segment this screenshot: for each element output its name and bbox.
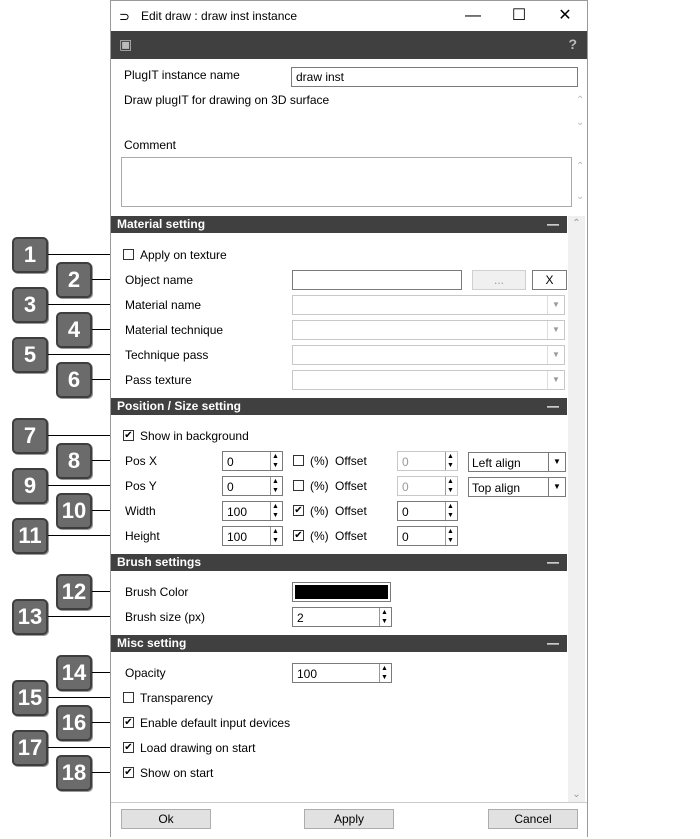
position-collapse-icon[interactable]: — — [547, 399, 559, 413]
opacity-spinner[interactable]: 100 ▲ ▼ — [292, 663, 392, 683]
object-clear-button[interactable]: X — [532, 270, 567, 290]
apply-button[interactable]: Apply — [304, 809, 394, 829]
material-name-select[interactable] — [292, 295, 565, 315]
scroll-down-icon[interactable]: ⌄ — [572, 789, 581, 800]
brush-size-value: 2 — [297, 611, 304, 625]
pos-y-offset-spinner[interactable]: 0 ▲ ▼ — [397, 476, 458, 496]
dialog-footer — [111, 802, 587, 837]
pos-x-offset-value: 0 — [402, 455, 409, 469]
callout-11: 11 — [12, 518, 48, 554]
pos-y-offset-label: Offset — [335, 479, 367, 493]
pass-texture-select[interactable] — [292, 370, 565, 390]
brush-section-header[interactable] — [111, 554, 567, 571]
material-section-title: Material setting — [117, 217, 206, 231]
material-technique-select[interactable] — [292, 320, 565, 340]
callout-2: 2 — [56, 262, 92, 298]
pos-x-percent-label: (%) — [310, 454, 329, 468]
callout-7: 7 — [12, 418, 48, 454]
pos-x-label: Pos X — [125, 454, 158, 468]
technique-pass-label: Technique pass — [125, 348, 209, 362]
callout-6: 6 — [56, 362, 92, 398]
instance-name-input[interactable]: draw inst — [291, 67, 578, 87]
pos-x-offset-label: Offset — [335, 454, 367, 468]
callout-14: 14 — [56, 655, 92, 691]
brush-collapse-icon[interactable]: — — [547, 555, 559, 569]
pos-y-value: 0 — [227, 480, 234, 494]
comment-scroll-down[interactable]: ⌄ — [576, 191, 585, 202]
brush-section-title: Brush settings — [117, 555, 202, 569]
description-scroll-up[interactable]: ⌃ — [576, 95, 585, 106]
material-technique-label: Material technique — [125, 323, 224, 337]
height-offset-value: 0 — [402, 530, 409, 544]
width-percent-checkbox[interactable]: ✔ — [294, 505, 303, 516]
misc-collapse-icon[interactable]: — — [547, 636, 559, 650]
enable-input-checkbox[interactable]: ✔ — [124, 717, 133, 728]
callout-16: 16 — [56, 705, 92, 741]
vertical-align-value: Top align — [472, 481, 521, 495]
width-offset-label: Offset — [335, 504, 367, 518]
plugit-description: Draw plugIT for drawing on 3D surface — [124, 93, 330, 107]
height-percent-checkbox[interactable]: ✔ — [294, 530, 303, 541]
pos-x-value: 0 — [227, 455, 234, 469]
pos-x-spinner[interactable]: 0 ▲ ▼ — [222, 451, 283, 471]
callout-13: 13 — [12, 599, 48, 635]
description-scroll-down[interactable]: ⌄ — [576, 117, 585, 128]
maximize-button[interactable]: ☐ — [511, 7, 527, 24]
width-value: 100 — [227, 505, 248, 519]
edit-draw-window — [110, 0, 588, 837]
window-title: Edit draw : draw inst instance — [141, 9, 298, 23]
app-logo-icon: ⊃ — [119, 9, 130, 24]
main-scrollbar[interactable] — [568, 216, 585, 802]
material-collapse-icon[interactable]: — — [547, 217, 559, 231]
chevron-down-icon: ▼ — [548, 478, 565, 496]
apply-on-texture-label: Apply on texture — [140, 248, 227, 262]
callout-10: 10 — [56, 493, 92, 529]
scroll-up-icon[interactable]: ⌃ — [572, 218, 581, 229]
pos-y-spinner[interactable]: 0 ▲ ▼ — [222, 476, 283, 496]
toolbar — [111, 31, 587, 59]
pos-y-percent-label: (%) — [310, 479, 329, 493]
chevron-down-icon: ▼ — [547, 371, 564, 389]
width-spinner[interactable]: 100 ▲ ▼ — [222, 501, 283, 521]
callout-15: 15 — [12, 680, 48, 716]
width-percent-label: (%) — [310, 504, 329, 518]
pos-y-percent-checkbox[interactable] — [293, 480, 304, 491]
height-offset-label: Offset — [335, 529, 367, 543]
position-section-title: Position / Size setting — [117, 399, 242, 413]
horizontal-align-value: Left align — [472, 456, 521, 470]
opacity-label: Opacity — [125, 666, 166, 680]
apply-on-texture-checkbox[interactable] — [123, 249, 134, 260]
brush-color-swatch[interactable] — [292, 582, 391, 602]
callout-3: 3 — [12, 287, 48, 323]
chevron-down-icon: ▼ — [547, 321, 564, 339]
callout-12: 12 — [56, 574, 92, 610]
help-icon[interactable]: ? — [568, 36, 577, 52]
width-label: Width — [125, 504, 156, 518]
width-offset-value: 0 — [402, 505, 409, 519]
pass-texture-label: Pass texture — [125, 373, 192, 387]
object-name-label: Object name — [125, 273, 194, 287]
cancel-button[interactable]: Cancel — [488, 809, 578, 829]
callout-5: 5 — [12, 337, 48, 373]
pos-x-offset-spinner[interactable]: 0 ▲ ▼ — [397, 451, 458, 471]
chevron-down-icon: ▼ — [547, 296, 564, 314]
show-on-start-checkbox[interactable]: ✔ — [124, 767, 133, 778]
load-drawing-checkbox[interactable]: ✔ — [124, 742, 133, 753]
misc-section-title: Misc setting — [117, 636, 187, 650]
comment-textarea[interactable] — [121, 157, 572, 207]
load-drawing-label: Load drawing on start — [140, 741, 256, 755]
ok-button[interactable]: Ok — [121, 809, 211, 829]
show-in-background-label: Show in background — [140, 429, 249, 443]
position-section-header[interactable] — [111, 398, 567, 415]
enable-input-label: Enable default input devices — [140, 716, 291, 730]
cube-icon[interactable]: ▣ — [119, 36, 133, 52]
callout-17: 17 — [12, 730, 48, 766]
transparency-label: Transparency — [140, 691, 213, 705]
show-on-start-label: Show on start — [140, 766, 214, 780]
comment-scroll-up[interactable]: ⌃ — [576, 161, 585, 172]
height-percent-label: (%) — [310, 529, 329, 543]
height-value: 100 — [227, 530, 248, 544]
callout-9: 9 — [12, 468, 48, 504]
pos-y-label: Pos Y — [125, 479, 157, 493]
callout-4: 4 — [56, 312, 92, 348]
close-button[interactable]: ✕ — [558, 7, 572, 24]
callout-18: 18 — [56, 755, 92, 791]
transparency-checkbox[interactable] — [123, 692, 134, 703]
title-bar[interactable] — [111, 1, 587, 31]
object-name-input[interactable] — [292, 270, 462, 290]
object-browse-button[interactable]: ... — [472, 270, 526, 290]
vertical-align-select[interactable] — [468, 477, 566, 497]
comment-label: Comment — [124, 138, 177, 152]
width-offset-spinner[interactable]: 0 ▲ ▼ — [397, 501, 458, 521]
brush-color-label: Brush Color — [125, 585, 189, 599]
brush-color-fill — [295, 585, 388, 599]
misc-section-header[interactable] — [111, 635, 567, 652]
height-label: Height — [125, 529, 160, 543]
minimize-button[interactable]: — — [465, 7, 481, 24]
show-in-background-checkbox[interactable]: ✔ — [124, 430, 133, 441]
instance-name-label: PlugIT instance name — [124, 68, 240, 82]
pos-y-offset-value: 0 — [402, 480, 409, 494]
callout-8: 8 — [56, 443, 92, 479]
horizontal-align-select[interactable] — [468, 452, 566, 472]
brush-size-spinner[interactable]: 2 ▲ ▼ — [292, 607, 392, 627]
chevron-down-icon: ▼ — [548, 453, 565, 471]
material-name-label: Material name — [125, 298, 202, 312]
technique-pass-select[interactable] — [292, 345, 565, 365]
height-offset-spinner[interactable]: 0 ▲ ▼ — [397, 526, 458, 546]
opacity-value: 100 — [297, 667, 318, 681]
height-spinner[interactable]: 100 ▲ ▼ — [222, 526, 283, 546]
chevron-down-icon: ▼ — [547, 346, 564, 364]
material-section-header[interactable] — [111, 216, 567, 233]
brush-size-label: Brush size (px) — [125, 610, 206, 624]
pos-x-percent-checkbox[interactable] — [293, 455, 304, 466]
callout-1: 1 — [12, 237, 48, 273]
